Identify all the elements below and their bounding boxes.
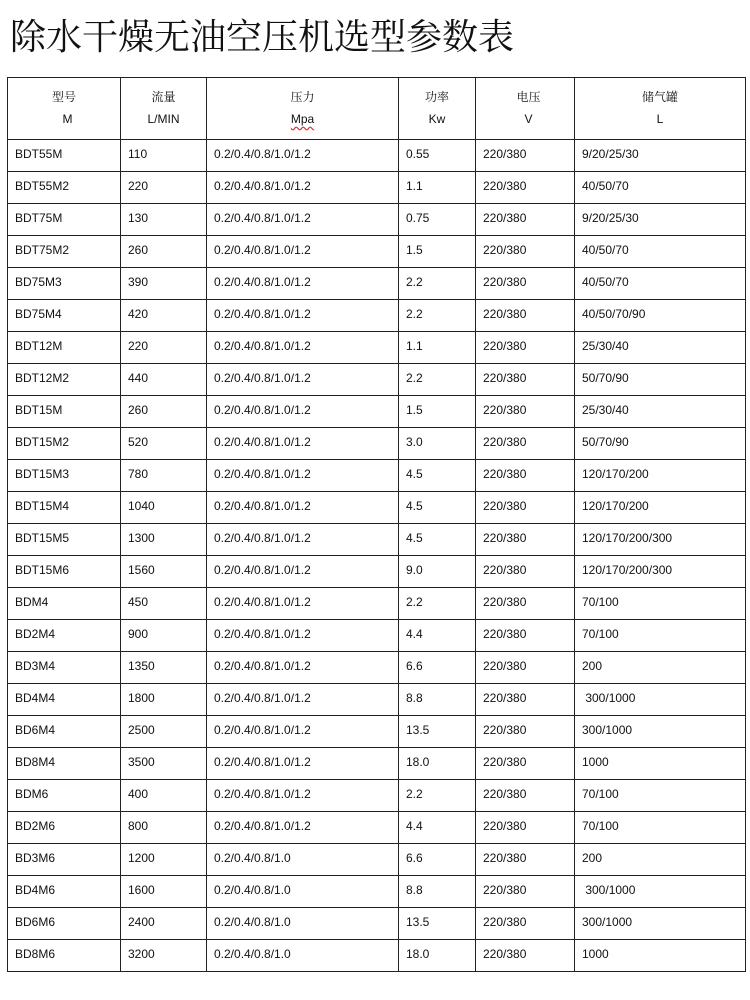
cell-flow: 1350 — [121, 652, 207, 684]
table-row — [8, 204, 746, 236]
table-row — [8, 332, 746, 364]
cell-flow: 220 — [121, 332, 207, 364]
cell-tank: 300/1000 — [575, 876, 746, 908]
header-label: 流量 — [151, 90, 176, 104]
cell-voltage: 220/380 — [476, 684, 575, 716]
header-label: 型号 — [51, 90, 76, 104]
cell-voltage: 220/380 — [476, 524, 575, 556]
cell-pressure: 0.2/0.4/0.8/1.0/1.2 — [207, 556, 399, 588]
table-row — [8, 460, 746, 492]
cell-power: 13.5 — [399, 716, 476, 748]
header-label: 压力 — [290, 90, 315, 104]
cell-voltage: 220/380 — [476, 204, 575, 236]
cell-flow: 260 — [121, 236, 207, 268]
cell-pressure: 0.2/0.4/0.8/1.0/1.2 — [207, 204, 399, 236]
table-row — [8, 940, 746, 972]
cell-flow: 220 — [121, 172, 207, 204]
cell-model: BDT15M6 — [8, 556, 121, 588]
cell-power: 1.1 — [399, 332, 476, 364]
cell-pressure: 0.2/0.4/0.8/1.0/1.2 — [207, 236, 399, 268]
table-row — [8, 844, 746, 876]
cell-pressure: 0.2/0.4/0.8/1.0/1.2 — [207, 492, 399, 524]
header-row — [8, 78, 746, 140]
cell-model: BD6M6 — [8, 908, 121, 940]
cell-power: 4.5 — [399, 460, 476, 492]
cell-model: BD8M4 — [8, 748, 121, 780]
header-unit: M — [62, 112, 73, 126]
cell-tank: 9/20/25/30 — [575, 204, 746, 236]
cell-pressure: 0.2/0.4/0.8/1.0/1.2 — [207, 748, 399, 780]
table-row — [8, 556, 746, 588]
table-row — [8, 716, 746, 748]
cell-tank: 40/50/70/90 — [575, 300, 746, 332]
cell-model: BDT75M — [8, 204, 121, 236]
table-row — [8, 364, 746, 396]
cell-power: 1.1 — [399, 172, 476, 204]
cell-model: BDT12M2 — [8, 364, 121, 396]
cell-voltage: 220/380 — [476, 908, 575, 940]
cell-flow: 1300 — [121, 524, 207, 556]
cell-model: BD2M4 — [8, 620, 121, 652]
header-unit: V — [524, 112, 533, 126]
cell-pressure: 0.2/0.4/0.8/1.0/1.2 — [207, 620, 399, 652]
cell-model: BDT12M — [8, 332, 121, 364]
table-row — [8, 588, 746, 620]
cell-flow: 130 — [121, 204, 207, 236]
cell-model: BD6M4 — [8, 716, 121, 748]
cell-pressure: 0.2/0.4/0.8/1.0/1.2 — [207, 652, 399, 684]
cell-voltage: 220/380 — [476, 780, 575, 812]
header-model — [8, 78, 121, 140]
cell-flow: 400 — [121, 780, 207, 812]
cell-voltage: 220/380 — [476, 140, 575, 172]
cell-model: BD3M4 — [8, 652, 121, 684]
cell-voltage: 220/380 — [476, 748, 575, 780]
cell-voltage: 220/380 — [476, 716, 575, 748]
cell-model: BD75M3 — [8, 268, 121, 300]
cell-power: 0.55 — [399, 140, 476, 172]
cell-model: BD3M6 — [8, 844, 121, 876]
cell-tank: 1000 — [575, 940, 746, 972]
cell-voltage: 220/380 — [476, 588, 575, 620]
cell-voltage: 220/380 — [476, 492, 575, 524]
cell-power: 4.4 — [399, 620, 476, 652]
cell-pressure: 0.2/0.4/0.8/1.0 — [207, 908, 399, 940]
cell-flow: 1800 — [121, 684, 207, 716]
cell-power: 2.2 — [399, 300, 476, 332]
cell-flow: 780 — [121, 460, 207, 492]
table-row — [8, 396, 746, 428]
cell-flow: 3500 — [121, 748, 207, 780]
cell-power: 1.5 — [399, 396, 476, 428]
cell-tank: 300/1000 — [575, 908, 746, 940]
cell-flow: 1200 — [121, 844, 207, 876]
cell-voltage: 220/380 — [476, 556, 575, 588]
cell-pressure: 0.2/0.4/0.8/1.0/1.2 — [207, 524, 399, 556]
cell-power: 9.0 — [399, 556, 476, 588]
cell-model: BDT15M4 — [8, 492, 121, 524]
cell-model: BDT75M2 — [8, 236, 121, 268]
cell-voltage: 220/380 — [476, 844, 575, 876]
cell-power: 18.0 — [399, 940, 476, 972]
header-power — [399, 78, 476, 140]
cell-tank: 40/50/70 — [575, 236, 746, 268]
cell-voltage: 220/380 — [476, 652, 575, 684]
cell-model: BDT55M2 — [8, 172, 121, 204]
cell-pressure: 0.2/0.4/0.8/1.0/1.2 — [207, 716, 399, 748]
cell-tank: 120/170/200 — [575, 460, 746, 492]
cell-pressure: 0.2/0.4/0.8/1.0/1.2 — [207, 588, 399, 620]
cell-flow: 390 — [121, 268, 207, 300]
cell-model: BDM6 — [8, 780, 121, 812]
cell-model: BDT15M5 — [8, 524, 121, 556]
table-row — [8, 684, 746, 716]
header-label: 电压 — [516, 90, 541, 104]
cell-tank: 200 — [575, 652, 746, 684]
cell-pressure: 0.2/0.4/0.8/1.0/1.2 — [207, 268, 399, 300]
table-row — [8, 492, 746, 524]
cell-tank: 25/30/40 — [575, 396, 746, 428]
cell-tank: 40/50/70 — [575, 268, 746, 300]
cell-power: 2.2 — [399, 780, 476, 812]
cell-voltage: 220/380 — [476, 940, 575, 972]
table-row — [8, 652, 746, 684]
header-unit: L — [656, 112, 664, 126]
cell-model: BD2M6 — [8, 812, 121, 844]
cell-power: 8.8 — [399, 684, 476, 716]
cell-voltage: 220/380 — [476, 876, 575, 908]
cell-voltage: 220/380 — [476, 396, 575, 428]
cell-pressure: 0.2/0.4/0.8/1.0 — [207, 876, 399, 908]
cell-power: 6.6 — [399, 844, 476, 876]
cell-model: BDT15M3 — [8, 460, 121, 492]
cell-voltage: 220/380 — [476, 428, 575, 460]
cell-model: BDM4 — [8, 588, 121, 620]
table-row — [8, 812, 746, 844]
cell-flow: 2500 — [121, 716, 207, 748]
cell-pressure: 0.2/0.4/0.8/1.0/1.2 — [207, 140, 399, 172]
cell-pressure: 0.2/0.4/0.8/1.0 — [207, 940, 399, 972]
header-unit — [214, 108, 398, 130]
cell-tank: 120/170/200/300 — [575, 556, 746, 588]
cell-pressure: 0.2/0.4/0.8/1.0/1.2 — [207, 300, 399, 332]
cell-model: BDT55M — [8, 140, 121, 172]
cell-tank: 25/30/40 — [575, 332, 746, 364]
cell-pressure: 0.2/0.4/0.8/1.0/1.2 — [207, 460, 399, 492]
cell-tank: 70/100 — [575, 620, 746, 652]
cell-flow: 420 — [121, 300, 207, 332]
cell-power: 0.75 — [399, 204, 476, 236]
cell-flow: 440 — [121, 364, 207, 396]
table-row — [8, 524, 746, 556]
table-row — [8, 236, 746, 268]
table-row — [8, 428, 746, 460]
cell-power: 2.2 — [399, 364, 476, 396]
cell-power: 2.2 — [399, 588, 476, 620]
table-row — [8, 748, 746, 780]
cell-power: 18.0 — [399, 748, 476, 780]
table-row — [8, 140, 746, 172]
cell-tank: 70/100 — [575, 812, 746, 844]
cell-tank: 1000 — [575, 748, 746, 780]
cell-pressure: 0.2/0.4/0.8/1.0/1.2 — [207, 428, 399, 460]
header-label: 功率 — [424, 90, 449, 104]
cell-model: BDT15M2 — [8, 428, 121, 460]
cell-power: 4.5 — [399, 492, 476, 524]
cell-pressure: 0.2/0.4/0.8/1.0/1.2 — [207, 364, 399, 396]
header-flow — [121, 78, 207, 140]
cell-pressure: 0.2/0.4/0.8/1.0/1.2 — [207, 684, 399, 716]
header-unit: Kw — [428, 112, 446, 126]
cell-voltage: 220/380 — [476, 812, 575, 844]
cell-voltage: 220/380 — [476, 364, 575, 396]
table-row — [8, 300, 746, 332]
cell-tank: 50/70/90 — [575, 428, 746, 460]
cell-tank: 120/170/200 — [575, 492, 746, 524]
table-row — [8, 620, 746, 652]
cell-model: BD75M4 — [8, 300, 121, 332]
table-body — [8, 140, 746, 972]
cell-tank: 70/100 — [575, 780, 746, 812]
cell-voltage: 220/380 — [476, 620, 575, 652]
cell-tank: 300/1000 — [575, 716, 746, 748]
cell-tank: 40/50/70 — [575, 172, 746, 204]
cell-tank: 300/1000 — [575, 684, 746, 716]
cell-power: 1.5 — [399, 236, 476, 268]
cell-power: 4.5 — [399, 524, 476, 556]
cell-model: BDT15M — [8, 396, 121, 428]
cell-pressure: 0.2/0.4/0.8/1.0 — [207, 844, 399, 876]
cell-voltage: 220/380 — [476, 236, 575, 268]
cell-tank: 9/20/25/30 — [575, 140, 746, 172]
cell-flow: 1600 — [121, 876, 207, 908]
cell-model: BD4M6 — [8, 876, 121, 908]
cell-tank: 120/170/200/300 — [575, 524, 746, 556]
cell-power: 13.5 — [399, 908, 476, 940]
cell-voltage: 220/380 — [476, 268, 575, 300]
cell-voltage: 220/380 — [476, 300, 575, 332]
cell-flow: 800 — [121, 812, 207, 844]
table-row — [8, 172, 746, 204]
spec-table — [7, 77, 746, 972]
table-row — [8, 876, 746, 908]
table-row — [8, 268, 746, 300]
cell-flow: 900 — [121, 620, 207, 652]
table-row — [8, 908, 746, 940]
cell-pressure: 0.2/0.4/0.8/1.0/1.2 — [207, 332, 399, 364]
cell-flow: 2400 — [121, 908, 207, 940]
cell-tank: 200 — [575, 844, 746, 876]
cell-pressure: 0.2/0.4/0.8/1.0/1.2 — [207, 172, 399, 204]
cell-pressure: 0.2/0.4/0.8/1.0/1.2 — [207, 812, 399, 844]
cell-model: BD8M6 — [8, 940, 121, 972]
cell-power: 6.6 — [399, 652, 476, 684]
cell-flow: 3200 — [121, 940, 207, 972]
cell-flow: 1040 — [121, 492, 207, 524]
cell-voltage: 220/380 — [476, 332, 575, 364]
cell-tank: 70/100 — [575, 588, 746, 620]
page-title: 除水干燥无油空压机选型参数表 — [10, 17, 515, 58]
table-row — [8, 780, 746, 812]
cell-flow: 110 — [121, 140, 207, 172]
cell-flow: 260 — [121, 396, 207, 428]
header-tank — [575, 78, 746, 140]
cell-power: 8.8 — [399, 876, 476, 908]
header-pressure — [207, 78, 399, 140]
cell-voltage: 220/380 — [476, 172, 575, 204]
header-voltage — [476, 78, 575, 140]
header-unit: L/MIN — [147, 112, 180, 126]
header-label: 储气罐 — [641, 90, 678, 104]
cell-pressure: 0.2/0.4/0.8/1.0/1.2 — [207, 780, 399, 812]
cell-model: BD4M4 — [8, 684, 121, 716]
cell-power: 2.2 — [399, 268, 476, 300]
cell-power: 4.4 — [399, 812, 476, 844]
cell-flow: 450 — [121, 588, 207, 620]
header-unit-text: Mpa — [290, 112, 315, 126]
cell-tank: 50/70/90 — [575, 364, 746, 396]
cell-pressure: 0.2/0.4/0.8/1.0/1.2 — [207, 396, 399, 428]
cell-flow: 1560 — [121, 556, 207, 588]
cell-voltage: 220/380 — [476, 460, 575, 492]
cell-flow: 520 — [121, 428, 207, 460]
cell-power: 3.0 — [399, 428, 476, 460]
